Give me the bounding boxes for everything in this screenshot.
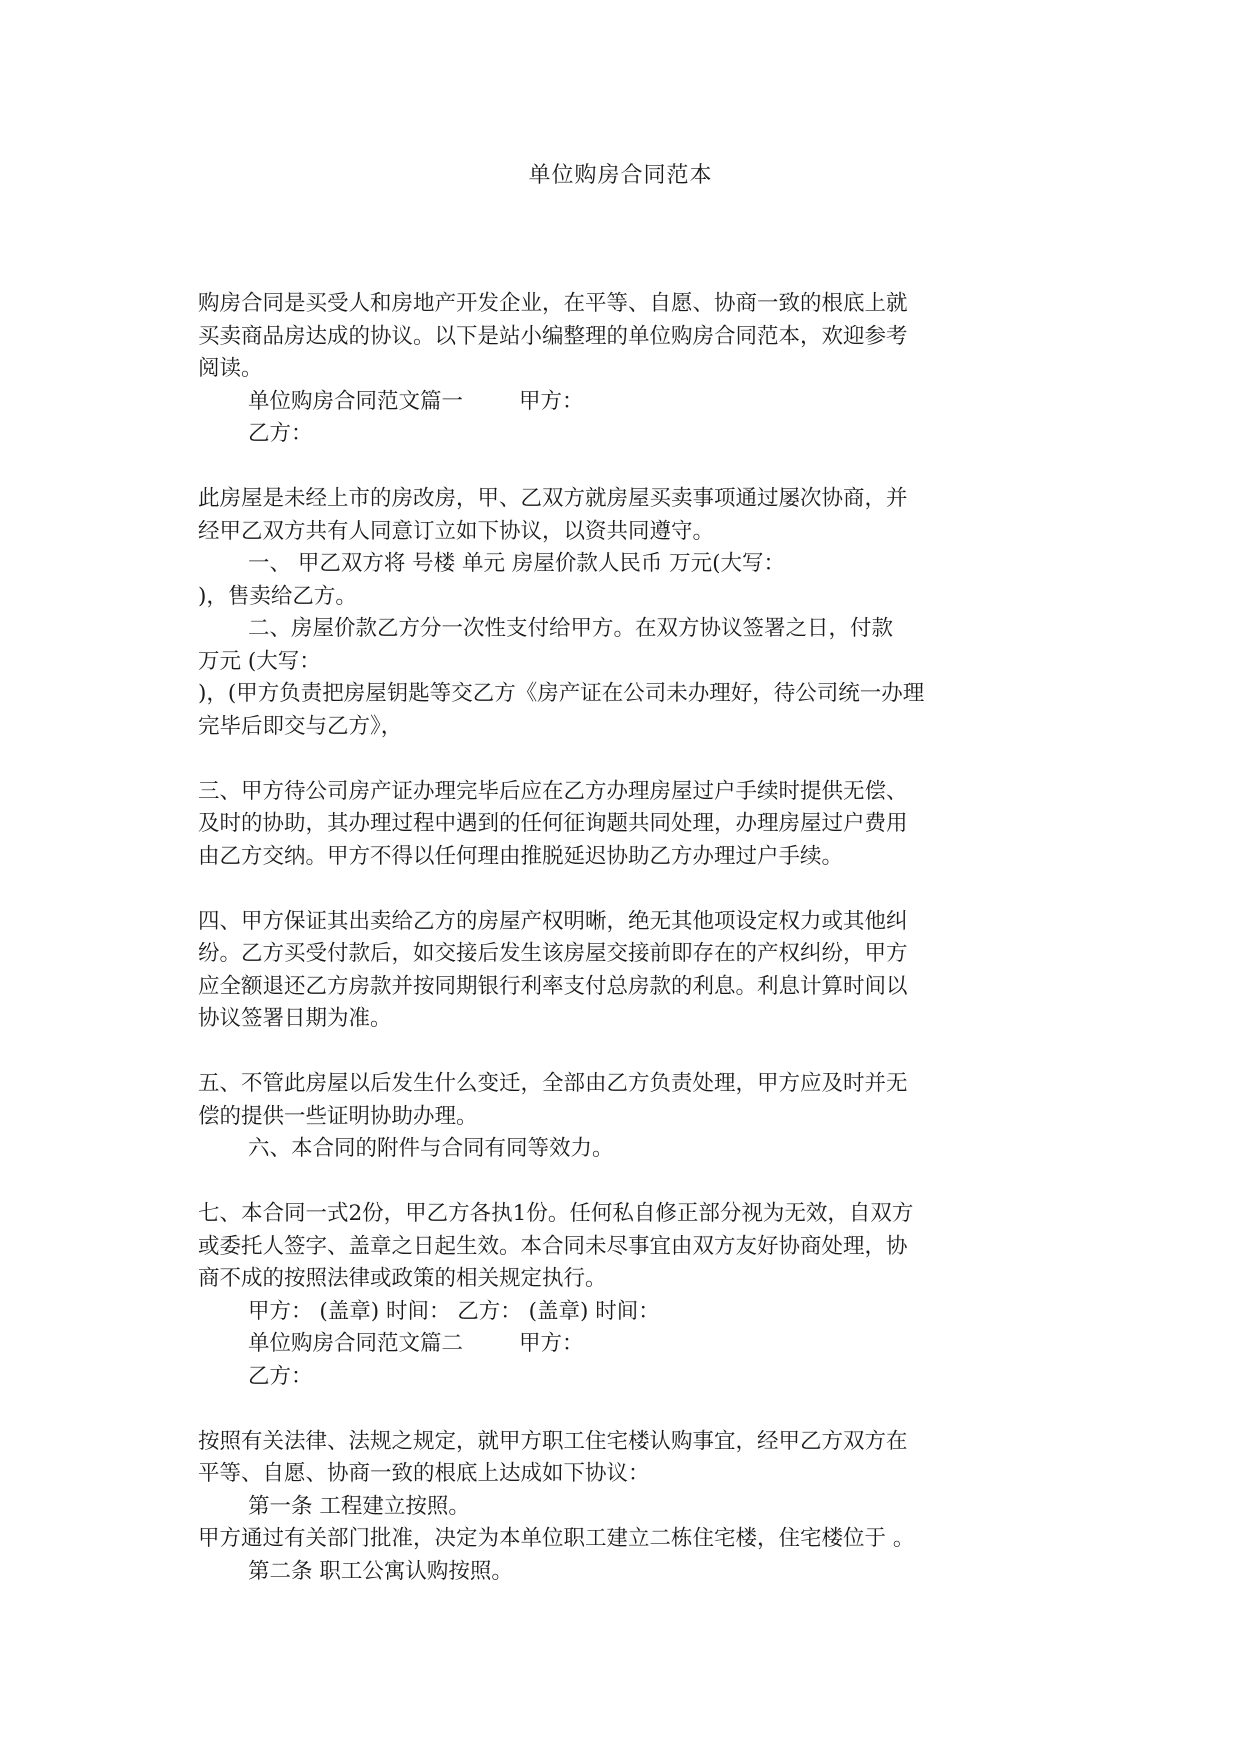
section1-intro-line: 此房屋是未经上市的房改房，甲、乙双方就房屋买卖事项通过屡次协商，并 [198, 486, 908, 511]
intro-line: 购房合同是买受人和房地产开发企业，在平等、自愿、协商一致的根底上就 [198, 291, 908, 316]
section1-party-a: 甲方： [519, 388, 584, 414]
section2-party-a: 甲方： [519, 1331, 584, 1356]
clause3-line: 及时的协助，其办理过程中遇到的任何征询题共同处理，办理房屋过户费用 [198, 811, 908, 836]
clause2-line: 二、房屋价款乙方分一次性支付给甲方。在双方协议签署之日，付款 [248, 616, 894, 641]
section1-party-b: 乙方： [248, 421, 313, 446]
document-body [198, 288, 1058, 1588]
section2-party-b: 乙方： [248, 1363, 313, 1389]
clause7-line: 商不成的按照法律或政策的相关规定执行。 [198, 1266, 607, 1291]
clause3-line: 三、甲方待公司房产证办理完毕后应在乙方办理房屋过户手续时提供无偿、 [198, 778, 908, 804]
section2-heading: 单位购房合同范文篇二 [248, 1331, 464, 1356]
clause6-line: 六、本合同的附件与合同有同等效力。 [248, 1136, 614, 1161]
article2-heading: 第二条 职工公寓认购按照。 [248, 1558, 513, 1584]
section1-heading: 单位购房合同范文篇一 [248, 388, 464, 414]
article1-text: 甲方通过有关部门批准，决定为本单位职工建立二栋住宅楼，住宅楼位于 。 [198, 1526, 915, 1551]
clause4-line: 协议签署日期为准。 [198, 1006, 392, 1031]
clause2-line: 完毕后即交与乙方》， [198, 713, 403, 739]
clause7-line: 或委托人签字、盖章之日起生效。本合同未尽事宜由双方友好协商处理，协 [198, 1233, 908, 1259]
clause1-line: 一、 甲乙双方将 号楼 单元 房屋价款人民币 万元(大写： [248, 551, 786, 576]
clause1-line: )，售卖给乙方。 [198, 583, 357, 609]
clause4-line: 应全额退还乙方房款并按同期银行利率支付总房款的利息。利息计算时间以 [198, 973, 908, 999]
section2-intro-line: 平等、自愿、协商一致的根底上达成如下协议： [198, 1461, 650, 1486]
section2-intro-line: 按照有关法律、法规之规定，就甲方职工住宅楼认购事宜，经甲乙方双方在 [198, 1428, 908, 1454]
article1-heading: 第一条 工程建立按照。 [248, 1493, 470, 1519]
clause4-line: 纷。乙方买受付款后，如交接后发生该房屋交接前即存在的产权纠纷，甲方 [198, 941, 908, 966]
intro-line: 阅读。 [198, 356, 263, 381]
section2-heading-line [198, 1328, 1058, 1361]
section1-heading-line [198, 386, 1058, 419]
clause2-line: )，(甲方负责把房屋钥匙等交乙方《房产证在公司未办理好，待公司统一办理 [198, 681, 925, 706]
clause4-line: 四、甲方保证其出卖给乙方的房屋产权明晰，绝无其他项设定权力或其他纠 [198, 908, 908, 934]
intro-line: 买卖商品房达成的协议。以下是站小编整理的单位购房合同范本，欢迎参考 [198, 323, 908, 349]
signature-line: 甲方： (盖章) 时间： 乙方： (盖章) 时间： [248, 1298, 660, 1324]
clause2-line: 万元 (大写： [198, 648, 321, 674]
clause5-line: 偿的提供一些证明协助办理。 [198, 1103, 478, 1129]
clause5-line: 五、不管此房屋以后发生什么变迁，全部由乙方负责处理，甲方应及时并无 [198, 1071, 908, 1096]
clause3-line: 由乙方交纳。甲方不得以任何理由推脱延迟协助乙方办理过户手续。 [198, 843, 844, 869]
document-title: 单位购房合同范本 [528, 163, 713, 188]
section1-intro-line: 经甲乙双方共有人同意订立如下协议，以资共同遵守。 [198, 518, 715, 544]
clause7-line: 七、本合同一式2份，甲乙方各执1份。任何私自修正部分视为无效，自双方 [198, 1201, 914, 1226]
